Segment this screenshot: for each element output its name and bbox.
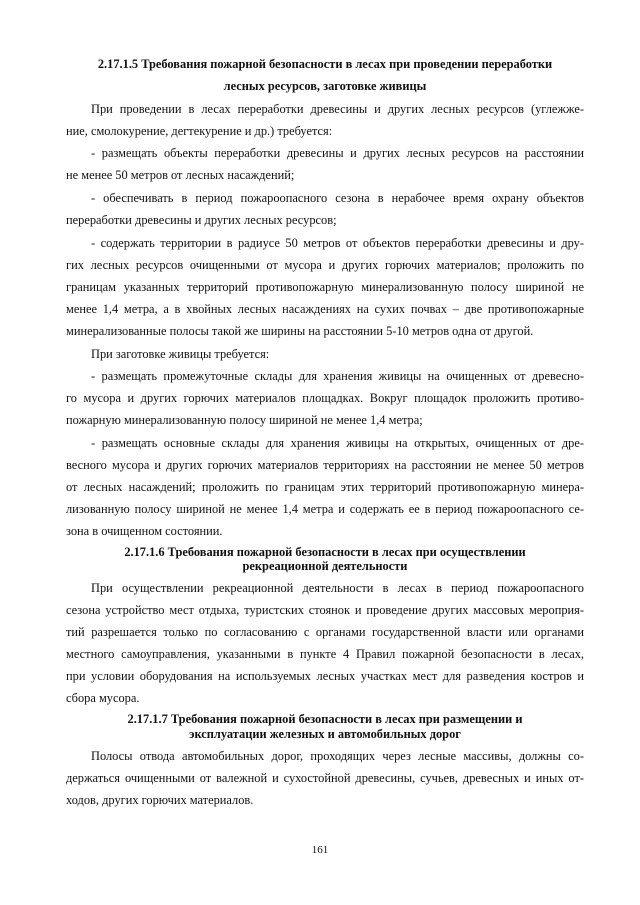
section-heading-2-17-1-6: 2.17.1.6 Требования пожарной безопасности в лесах при осуществлении — [124, 545, 526, 559]
paragraph-line: ние, смолокурение, дегтекурение и др.) требуется: — [66, 124, 333, 138]
paragraph-line: минерализованные полосы такой же ширины на расстоянии 5-10 метров одна от другой. — [66, 324, 534, 338]
section-heading-2-17-1-5: 2.17.1.5 Требования пожарной безопасности в лесах при проведении переработки — [97, 57, 553, 71]
paragraph-line: весного мусора и других горючих материалов территориях на расстоянии не менее 50 метров — [66, 458, 584, 472]
paragraph-line: менее 1,4 метра, а в хвойных лесных насаждениях на сухих почвах – две противопожарные — [66, 302, 584, 316]
paragraph-line: При проведении в лесах переработки древесины и других лесных ресурсов (углежже- — [91, 102, 584, 116]
section-heading-2-17-1-5-cont: лесных ресурсов, заготовке живицы — [223, 79, 427, 93]
paragraph-line: границам указанных территорий противопожарную минерализованную полосу шириной не — [66, 280, 584, 294]
paragraph-line: - размещать основные склады для хранения живицы на открытых, очищенных от дре- — [91, 436, 584, 450]
paragraph-line: го мусора и других горючих материалов площадках. Вокруг площадок проложить противо- — [66, 391, 584, 405]
paragraph-line: лизованную полосу шириной не менее 1,4 метра и содержать ее в период пожароопасного се- — [66, 502, 584, 516]
paragraph-line: сезона устройство мест отдыха, туристских стоянок и проведение других массовых мероприя- — [66, 603, 584, 617]
paragraph-line: ходов, других горючих материалов. — [66, 793, 254, 807]
paragraph-line: Полосы отвода автомобильных дорог, проходящих через лесные массивы, должны со- — [91, 749, 584, 763]
paragraph-line: - размещать промежуточные склады для хранения живицы на очищенных от древесно- — [91, 369, 584, 383]
paragraph-line: не менее 50 метров от лесных насаждений; — [66, 168, 295, 182]
paragraph-line: - обеспечивать в период пожароопасного сезона в нерабочее время охрану объектов — [91, 191, 584, 205]
paragraph-line: зона в очищенном состоянии. — [66, 524, 223, 538]
paragraph-line: При заготовке живицы требуется: — [91, 347, 270, 361]
paragraph-line: пожарную минерализованную полосу шириной не менее 1,4 метра; — [66, 413, 423, 427]
section-heading-2-17-1-6-cont: рекреационной деятельности — [242, 559, 408, 573]
paragraph-line: при условии оборудования на используемых лесных участках мест для разведения костров и — [66, 669, 584, 683]
section-heading-2-17-1-7: 2.17.1.7 Требования пожарной безопасности в лесах при размещении и — [127, 712, 523, 726]
paragraph-line: местного самоуправления, указанными в пункте 4 Правил пожарной безопасности в лесах, — [66, 647, 584, 661]
paragraph-line: - размещать объекты переработки древесины и других лесных ресурсов на расстоянии — [91, 146, 584, 160]
page-number: 161 — [311, 844, 329, 856]
paragraph-line: от лесных насаждений; проложить по границам этих территорий противопожарную минера- — [66, 480, 584, 494]
paragraph-line: тий разрешается только по согласованию с органами государственной власти или органами — [66, 625, 584, 639]
paragraph-line: - содержать территории в радиусе 50 метров от объектов переработки древесины и дру- — [91, 236, 584, 250]
paragraph-line: При осуществлении рекреационной деятельности в лесах в период пожароопасного — [91, 581, 584, 595]
paragraph-line: гих лесных ресурсов очищенными от мусора и других горючих материалов; проложить по — [66, 258, 584, 272]
paragraph-line: сбора мусора. — [66, 691, 140, 705]
paragraph-line: переработки древесины и других лесных ресурсов; — [66, 213, 337, 227]
paragraph-line: держаться очищенными от валежной и сухостойной древесины, сучьев, древесных и иных от- — [66, 771, 584, 785]
section-heading-2-17-1-7-cont: эксплуатации железных и автомобильных дорог — [189, 727, 461, 741]
